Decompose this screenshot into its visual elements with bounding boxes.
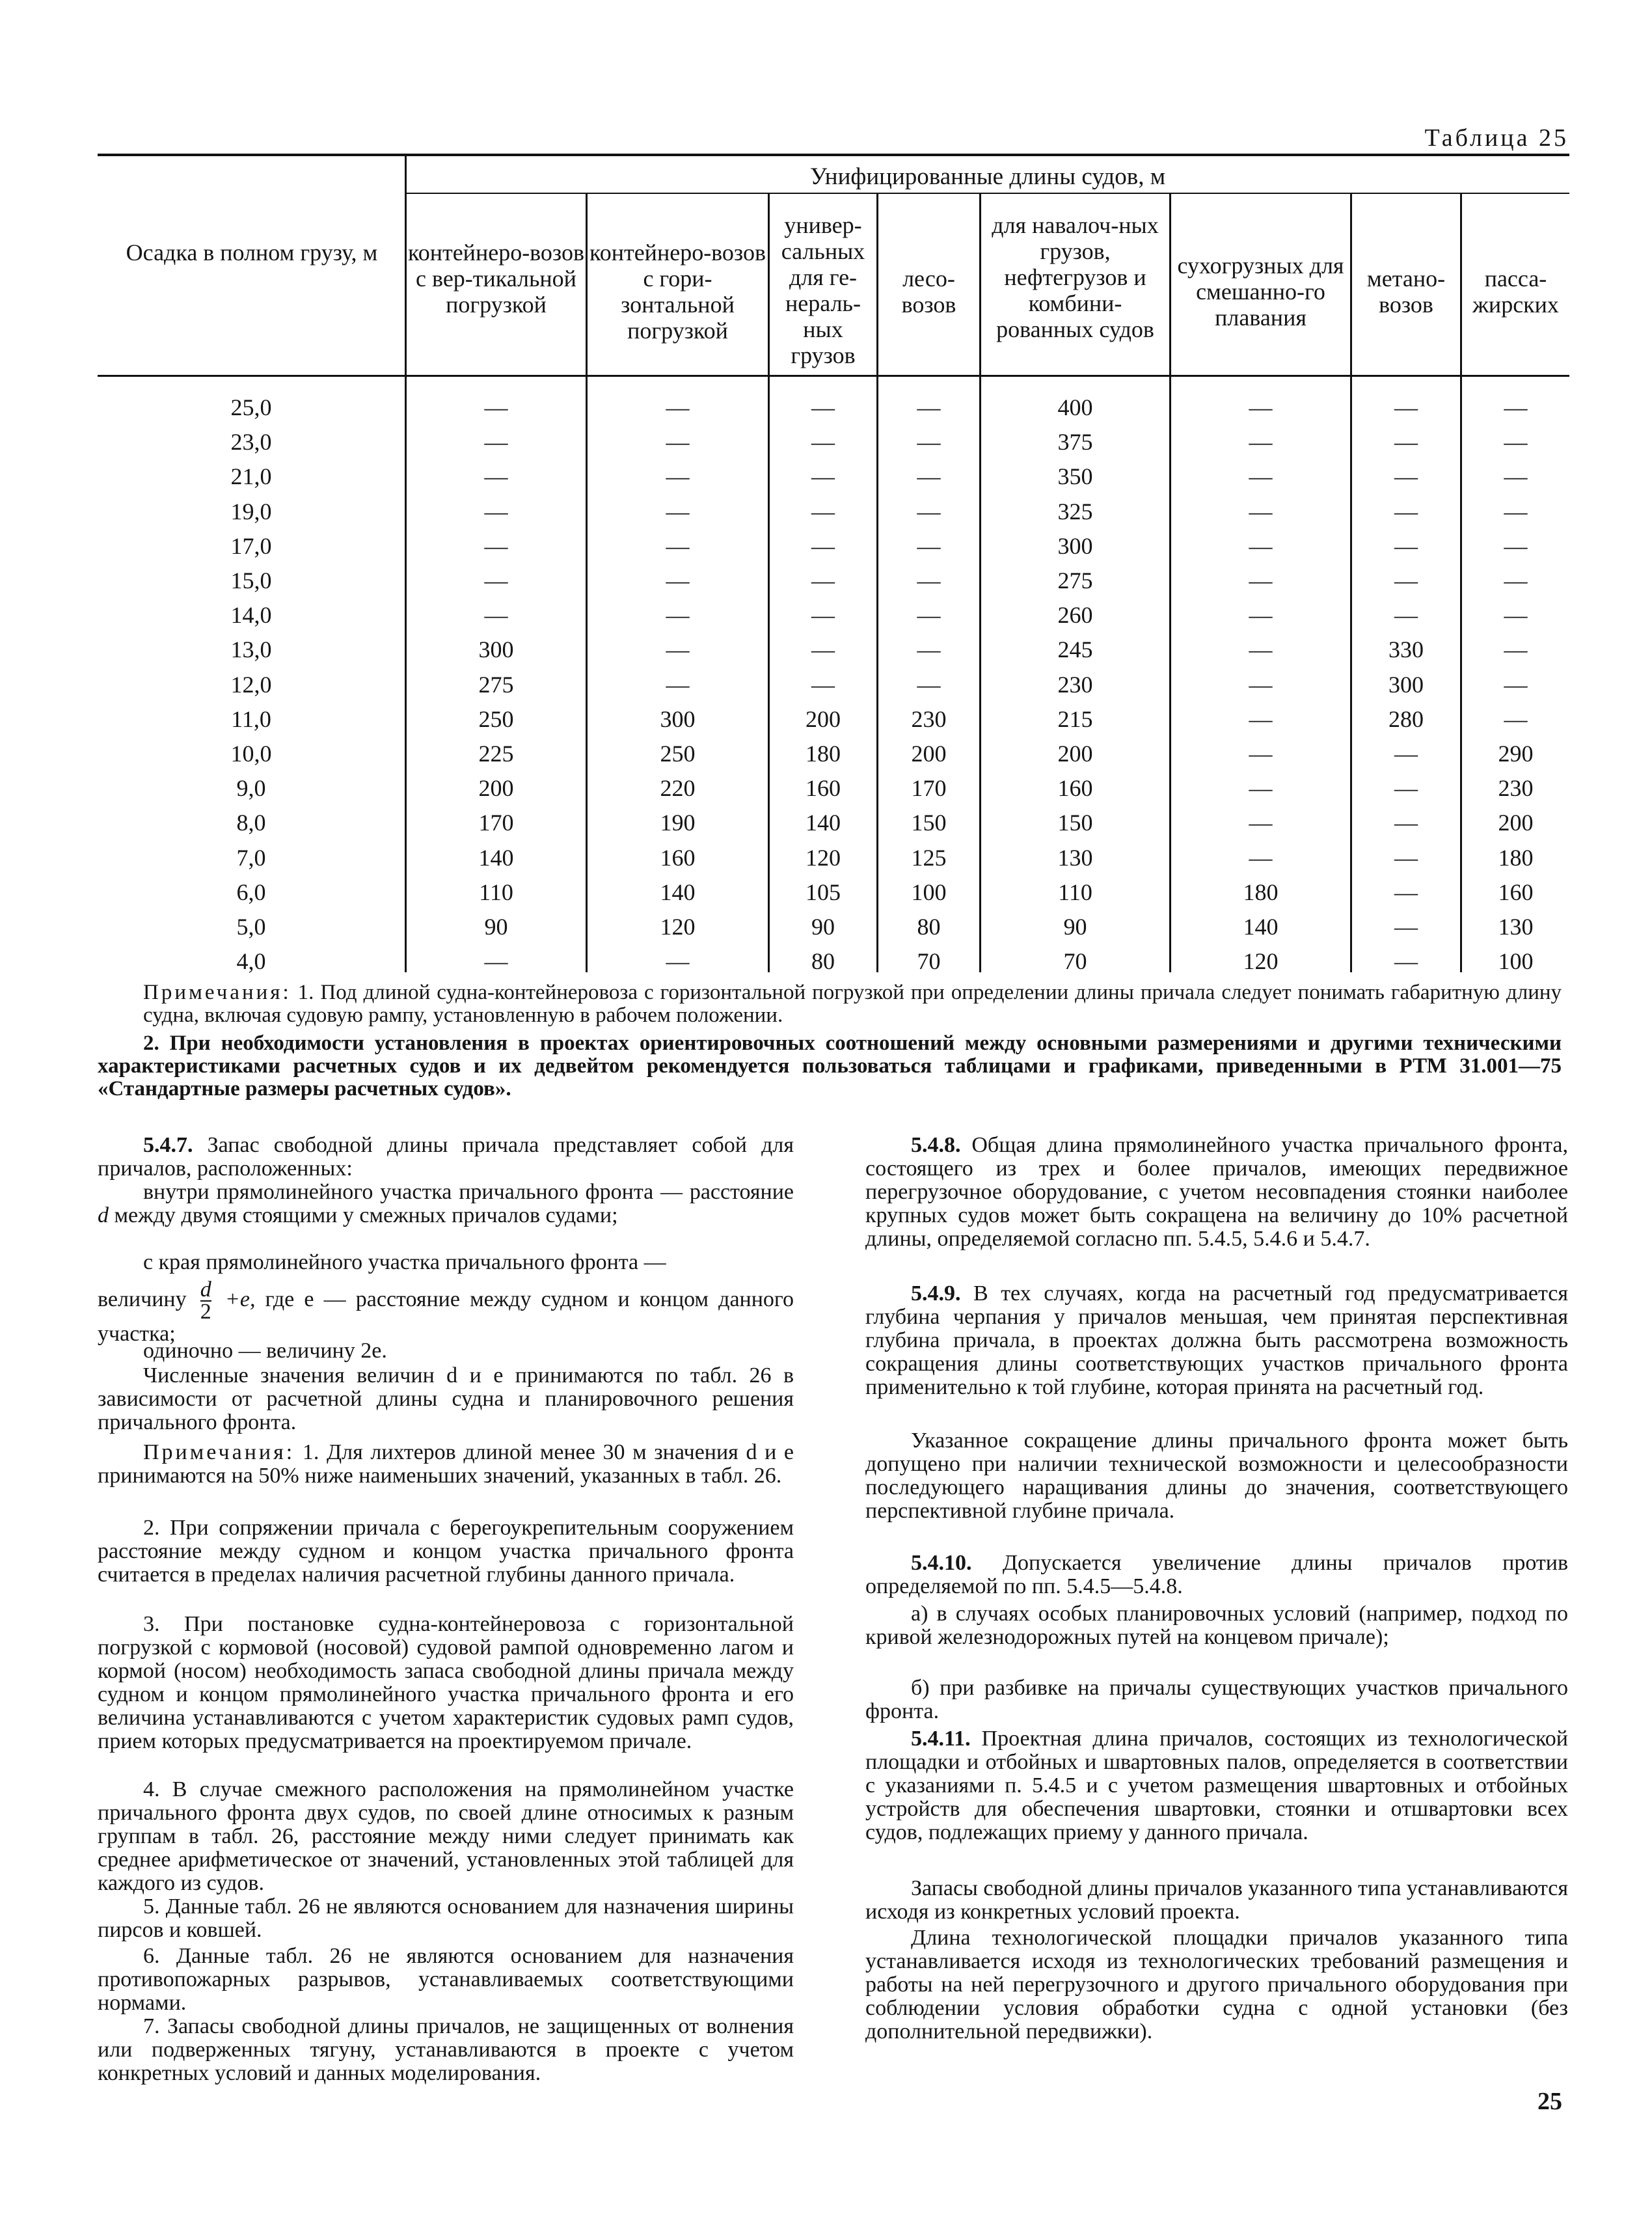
table-cell: 90: [1063, 914, 1087, 940]
table-cell: —: [666, 394, 690, 420]
table-cell: 225: [478, 741, 514, 767]
table-cell: —: [1394, 948, 1418, 975]
table-cell: 100: [911, 879, 947, 905]
left-note-5: 5. Данные табл. 26 не являются основанием для назначения ширины пирсов и ковшей.: [98, 1894, 794, 1942]
table-cell: 180: [806, 741, 841, 767]
table-cell: —: [917, 463, 941, 490]
table-cell-draft: 12,0: [230, 671, 272, 698]
table-header-rule: [98, 375, 1569, 377]
table-cell: 250: [478, 705, 514, 732]
table-cell: —: [1504, 429, 1528, 456]
column-header: универ-сальных для ге-нераль-ных грузов: [781, 212, 865, 368]
table-cell-draft: 21,0: [230, 463, 272, 490]
table-cell: —: [666, 602, 690, 629]
table-cell: —: [1249, 463, 1273, 490]
table-cell-draft: 8,0: [236, 810, 266, 836]
formula-text: где e — расстояние между судном и концом данного участка;: [98, 1287, 794, 1346]
table-cell-draft: 14,0: [230, 602, 272, 629]
paragraph-5-4-11-c: Длина технологической площадки причалов указанного типа устанавливается исходя из технологических требований размещения и работы на ней перегрузочного и другого причального оборудования при соблюдении условия обработки судна с одной установки (без дополнительной передвижки).: [865, 1926, 1568, 2044]
list-item-single: одиночно — величину 2e.: [143, 1339, 387, 1363]
paragraph-5-4-11-b: Запасы свободной длины причалов указанного типа устанавливаются исходя из конкретных условий проекта.: [865, 1876, 1568, 1924]
paragraph-numeric: Численные значения величин d и e принимаются по табл. 26 в зависимости от расчетной длины судна и планировочного решения причального фронта.: [98, 1363, 794, 1434]
table-cell: —: [484, 602, 508, 629]
unified-header-rule: [406, 193, 1569, 194]
left-note-4: 4. В случае смежного расположения на прямолинейном участке причального фронта двух судов, по своей длине относимых к разным группам в табл. 26, расстояние между ними следует принимать как среднее арифметическое от значений, установленных этой таблицей для каждого из судов.: [98, 1777, 794, 1895]
table-cell: 80: [811, 948, 835, 975]
fraction-denominator: 2: [200, 1300, 211, 1324]
paragraph-5-4-7: [98, 1134, 794, 1181]
table-cell: —: [1249, 775, 1273, 802]
table-cell: —: [1394, 810, 1418, 836]
table-cell: —: [1504, 568, 1528, 594]
table-cell-draft: 10,0: [230, 741, 272, 767]
column-header: контейнеро-возов с вер-тикальной погрузкой: [408, 239, 584, 318]
table-cell: 200: [1057, 741, 1093, 767]
table-cell: 230: [911, 705, 947, 732]
table-cell: —: [1394, 498, 1418, 525]
table-cell: —: [666, 636, 690, 663]
table-cell: —: [811, 636, 835, 663]
left-note-7: 7. Запасы свободной длины причалов, не защищенных от волнения или подверженных тягуну, устанавливаются в проекте с учетом конкретных условий и данных моделирования.: [98, 2014, 794, 2085]
table-cell: 140: [660, 879, 696, 905]
table-cell: 200: [911, 741, 947, 767]
table-cell: 200: [806, 705, 841, 732]
table-cell: —: [811, 532, 835, 559]
table-cell: 110: [1058, 879, 1092, 905]
table-cell: —: [1249, 602, 1273, 629]
table-cell: —: [1249, 705, 1273, 732]
table-cell: —: [811, 568, 835, 594]
table-cell: —: [1249, 498, 1273, 525]
table-cell: 375: [1057, 429, 1093, 456]
table-cell: —: [1249, 429, 1273, 456]
table-cell: —: [811, 671, 835, 698]
table-cell: —: [1249, 532, 1273, 559]
table-cell: 230: [1498, 775, 1534, 802]
table-cell: —: [811, 463, 835, 490]
table-cell: —: [917, 671, 941, 698]
column-header: метано-возов: [1366, 266, 1446, 318]
table-cell: 300: [660, 705, 696, 732]
table-cell: 100: [1498, 948, 1534, 975]
note-text: 1. Для лихтеров длиной менее 30 м значения d и e принимаются на 50% ниже наименьших значений, указанных в табл. 26.: [98, 1440, 794, 1488]
table-cell: —: [666, 498, 690, 525]
table-cell: 275: [478, 671, 514, 698]
table-cell: 200: [1498, 810, 1534, 836]
column-header: пасса-жирских: [1472, 266, 1559, 318]
table-cell-draft: 13,0: [230, 636, 272, 663]
table-note-1: [143, 981, 1562, 1027]
table-cell: 160: [1057, 775, 1093, 802]
table-cell: 180: [1243, 879, 1279, 905]
table-cell: —: [917, 636, 941, 663]
table-cell-draft: 17,0: [230, 532, 272, 559]
table-cell: —: [1249, 568, 1273, 594]
column-header: лесо-возов: [901, 266, 956, 318]
table-cell: 140: [1243, 914, 1279, 940]
table-top-rule: [98, 154, 1569, 156]
list-text: между двумя стоящими у смежных причалов судами;: [114, 1203, 618, 1227]
table-cell-draft: 11,0: [231, 705, 271, 732]
table-cell: 230: [1057, 671, 1093, 698]
table-cell-draft: 5,0: [236, 914, 266, 940]
page-number: 25: [1537, 2088, 1562, 2115]
table-cell: 125: [911, 844, 947, 871]
table-cell: —: [1394, 429, 1418, 456]
table-cell: 215: [1057, 705, 1093, 732]
paragraph-5-4-10-a: а) в случаях особых планировочных условий (например, подход по кривой железнодорожных путей на концевом причале);: [865, 1602, 1568, 1649]
section-number: 5.4.7.: [143, 1133, 193, 1157]
table-cell-draft: 23,0: [230, 429, 272, 456]
table-cell: 70: [1063, 948, 1087, 975]
fraction-numerator: d: [200, 1278, 211, 1302]
paragraph-5-4-10: [865, 1552, 1568, 1598]
table-cell: 300: [478, 636, 514, 663]
table-cell: —: [1394, 463, 1418, 490]
table-cell: —: [1504, 636, 1528, 663]
table-cell: —: [1249, 636, 1273, 663]
table-cell: —: [666, 463, 690, 490]
table-cell-draft: 25,0: [230, 394, 272, 420]
formula-text: величину: [98, 1287, 187, 1311]
table-cell: —: [1394, 602, 1418, 629]
table-cell: 110: [479, 879, 513, 905]
section-number: 5.4.10.: [911, 1551, 972, 1575]
table-cell: 300: [1388, 671, 1424, 698]
column-header: сухогрузных для смешанно-го плавания: [1177, 253, 1344, 331]
table-cell: —: [917, 498, 941, 525]
table-cell: —: [1249, 671, 1273, 698]
table-cell: —: [1504, 463, 1528, 490]
table-cell: 160: [1498, 879, 1534, 905]
table-cell: 170: [478, 810, 514, 836]
table-cell: —: [1249, 741, 1273, 767]
paragraph-5-4-9-extra: Указанное сокращение длины причального фронта может быть допущено при наличии технической возможности и целесообразности последующего наращивания длины до значения, соответствующего перспективной глубине причала.: [865, 1429, 1568, 1523]
table-cell: —: [917, 602, 941, 629]
table-cell: 70: [917, 948, 941, 975]
table-cell: —: [1394, 879, 1418, 905]
table-cell: —: [666, 532, 690, 559]
unified-lengths-header: Унифицированные длины судов, м: [809, 163, 1166, 190]
table-cell: 400: [1057, 394, 1093, 420]
table-cell: 140: [478, 844, 514, 871]
table-cell: 160: [806, 775, 841, 802]
paragraph-5-4-8: [865, 1134, 1568, 1251]
paragraph-text: Общая длина прямолинейного участка причального фронта, состоящего из трех и более причалов, имеющих передвижное перегрузочное оборудование, с учетом несовпадения стоянки наиболее крупных судов может быть сокращена на величину до 10% расчетной длины, определяемой согласно пп. 5.4.5, 5.4.6 и 5.4.7.: [865, 1133, 1569, 1251]
table-cell: —: [1504, 532, 1528, 559]
table-cell: 170: [911, 775, 947, 802]
table-cell: —: [1394, 394, 1418, 420]
table-cell: —: [1394, 741, 1418, 767]
column-header: контейнеро-возов с гори-зонтальной погрузкой: [589, 239, 766, 344]
left-note-2: 2. При сопряжении причала с берегоукрепительным сооружением расстояние между судном и концом участка причального фронта считается в пределах наличия расчетной глубины данного причала.: [98, 1516, 794, 1587]
table-cell-draft: 19,0: [230, 498, 272, 525]
table-cell: —: [1504, 394, 1528, 420]
table-cell: 190: [660, 810, 696, 836]
table-cell: —: [1504, 671, 1528, 698]
left-note-3: 3. При постановке судна-контейнеровоза с горизонтальной погрузкой с кормовой (носовой) судовой рампой одновременно лагом и кормой (носом) необходимость запаса свободной длины причала между судном и концом прямолинейного участка причального фронта и его величина устанавливаются с учетом характеристик судовых рамп судов, прием которых предусматривается на проектируемом причале.: [98, 1612, 794, 1753]
left-note-1: [98, 1441, 794, 1488]
table-note-2: 2. При необходимости установления в проектах ориентировочных соотношений между основными размерениями и другими техническими характеристиками расчетных судов и их дедвейтом рекомендуется пользоваться таблицами и графиками, приведенными в РТМ 31.001—75 «Стандартные размеры расчетных судов».: [98, 1032, 1562, 1101]
variable: d: [98, 1203, 109, 1227]
table-cell: 105: [806, 879, 841, 905]
table-cell: —: [1504, 498, 1528, 525]
column-header: для навалоч-ных грузов, нефтегрузов и комбини-рованных судов: [992, 212, 1159, 342]
formula-term: +e,: [224, 1287, 256, 1311]
table-cell: 290: [1498, 741, 1534, 767]
notes-label: Примечания:: [143, 981, 291, 1004]
table-cell: 250: [660, 741, 696, 767]
table-cell: —: [1394, 532, 1418, 559]
table-cell: 180: [1498, 844, 1534, 871]
table-cell: 275: [1057, 568, 1093, 594]
table-cell: —: [1249, 844, 1273, 871]
table-cell: —: [666, 948, 690, 975]
table-cell: —: [484, 568, 508, 594]
paragraph-5-4-10-b: б) при разбивке на причалы существующих участков причального фронта.: [865, 1676, 1568, 1723]
table-cell: 80: [917, 914, 941, 940]
table-caption: Таблица 25: [1424, 124, 1569, 152]
left-note-6: 6. Данные табл. 26 не являются основанием для назначения противопожарных разрывов, устанавливаемых соответствующими нормами.: [98, 1944, 794, 2015]
list-item-edge: с края прямолинейного участка причального фронта —: [143, 1250, 666, 1274]
table-cell: 160: [660, 844, 696, 871]
paragraph-5-4-9: [865, 1282, 1568, 1399]
table-cell: 140: [806, 810, 841, 836]
section-number: 5.4.11.: [911, 1727, 971, 1751]
table-cell: —: [1394, 914, 1418, 940]
section-number: 5.4.8.: [911, 1133, 961, 1157]
table-cell: —: [484, 532, 508, 559]
table-cell: —: [1504, 705, 1528, 732]
table-cell: 245: [1057, 636, 1093, 663]
table-cell: —: [1394, 568, 1418, 594]
paragraph-text: Запас свободной длины причала представляет собой для причалов, расположенных:: [98, 1133, 794, 1181]
table-cell: —: [1394, 844, 1418, 871]
table-cell: —: [811, 498, 835, 525]
table-cell: 280: [1388, 705, 1424, 732]
table-cell-draft: 9,0: [236, 775, 266, 802]
paragraph-text: Допускается увеличение длины причалов против определяемой по пп. 5.4.5—5.4.8.: [865, 1551, 1568, 1598]
list-text: внутри прямолинейного участка причального фронта — расстояние: [143, 1180, 794, 1204]
table-cell: —: [484, 948, 508, 975]
table-cell: —: [1394, 775, 1418, 802]
table-cell: 220: [660, 775, 696, 802]
note-text: 1. Под длиной судна-контейнеровоза с горизонтальной погрузкой при определении длины причала следует понимать габаритную длину судна, включая судовую рампу, установленную в рабочем положении.: [143, 981, 1562, 1027]
section-number: 5.4.9.: [911, 1281, 961, 1306]
table-cell: 120: [1243, 948, 1279, 975]
table-cell: 130: [1498, 914, 1534, 940]
paragraph-5-4-11: [865, 1727, 1568, 1844]
table-cell: 90: [484, 914, 508, 940]
list-item-edge-formula: [98, 1279, 794, 1346]
table-cell: —: [1249, 810, 1273, 836]
table-cell: 120: [660, 914, 696, 940]
table-cell: 120: [806, 844, 841, 871]
table-cell: 150: [911, 810, 947, 836]
table-cell: —: [484, 394, 508, 420]
notes-label: Примечания:: [143, 1440, 295, 1464]
table-cell: 150: [1057, 810, 1093, 836]
table-cell: —: [666, 671, 690, 698]
table-cell: —: [811, 429, 835, 456]
table-cell: 260: [1057, 602, 1093, 629]
table-cell: 300: [1057, 532, 1093, 559]
draft-column-header: Осадка в полном грузу, м: [126, 239, 378, 266]
table-cell: —: [811, 602, 835, 629]
table-cell: —: [666, 568, 690, 594]
table-cell: 90: [811, 914, 835, 940]
table-cell: 325: [1057, 498, 1093, 525]
table-cell: —: [811, 394, 835, 420]
table-cell-draft: 6,0: [236, 879, 266, 905]
paragraph-text: В тех случаях, когда на расчетный год предусматривается глубина черпания у причалов меньшая, чем принятая перспективная глубина причала, в проектах должна быть рассмотрена возможность сокращения длины соответствующих участков причального фронта применительно к той глубине, которая принята на расчетный год.: [865, 1281, 1569, 1399]
table-cell: —: [484, 498, 508, 525]
paragraph-text: Проектная длина причалов, состоящих из технологической площадки и отбойных и швартовных палов, определяется в соответствии с указаниями п. 5.4.5 и с учетом размещения швартовных и отбойных устройств для обеспечения швартовки, стоянки и отшвартовки всех судов, подлежащих приему у данного причала.: [865, 1727, 1568, 1844]
table-cell: 200: [478, 775, 514, 802]
table-cell: —: [917, 532, 941, 559]
fraction: [200, 1279, 211, 1322]
table-cell: 350: [1057, 463, 1093, 490]
table-cell: —: [1504, 602, 1528, 629]
table-cell-draft: 7,0: [236, 844, 266, 871]
table-cell-draft: 15,0: [230, 568, 272, 594]
table-cell-draft: 4,0: [236, 948, 266, 975]
table-cell: —: [917, 568, 941, 594]
table-cell: —: [917, 394, 941, 420]
table-cell: —: [484, 463, 508, 490]
table-cell: —: [917, 429, 941, 456]
table-cell: —: [484, 429, 508, 456]
table-cell: —: [1249, 394, 1273, 420]
table-cell: 130: [1057, 844, 1093, 871]
list-item-inside: [98, 1181, 794, 1227]
table-cell: —: [666, 429, 690, 456]
table-cell: 330: [1388, 636, 1424, 663]
